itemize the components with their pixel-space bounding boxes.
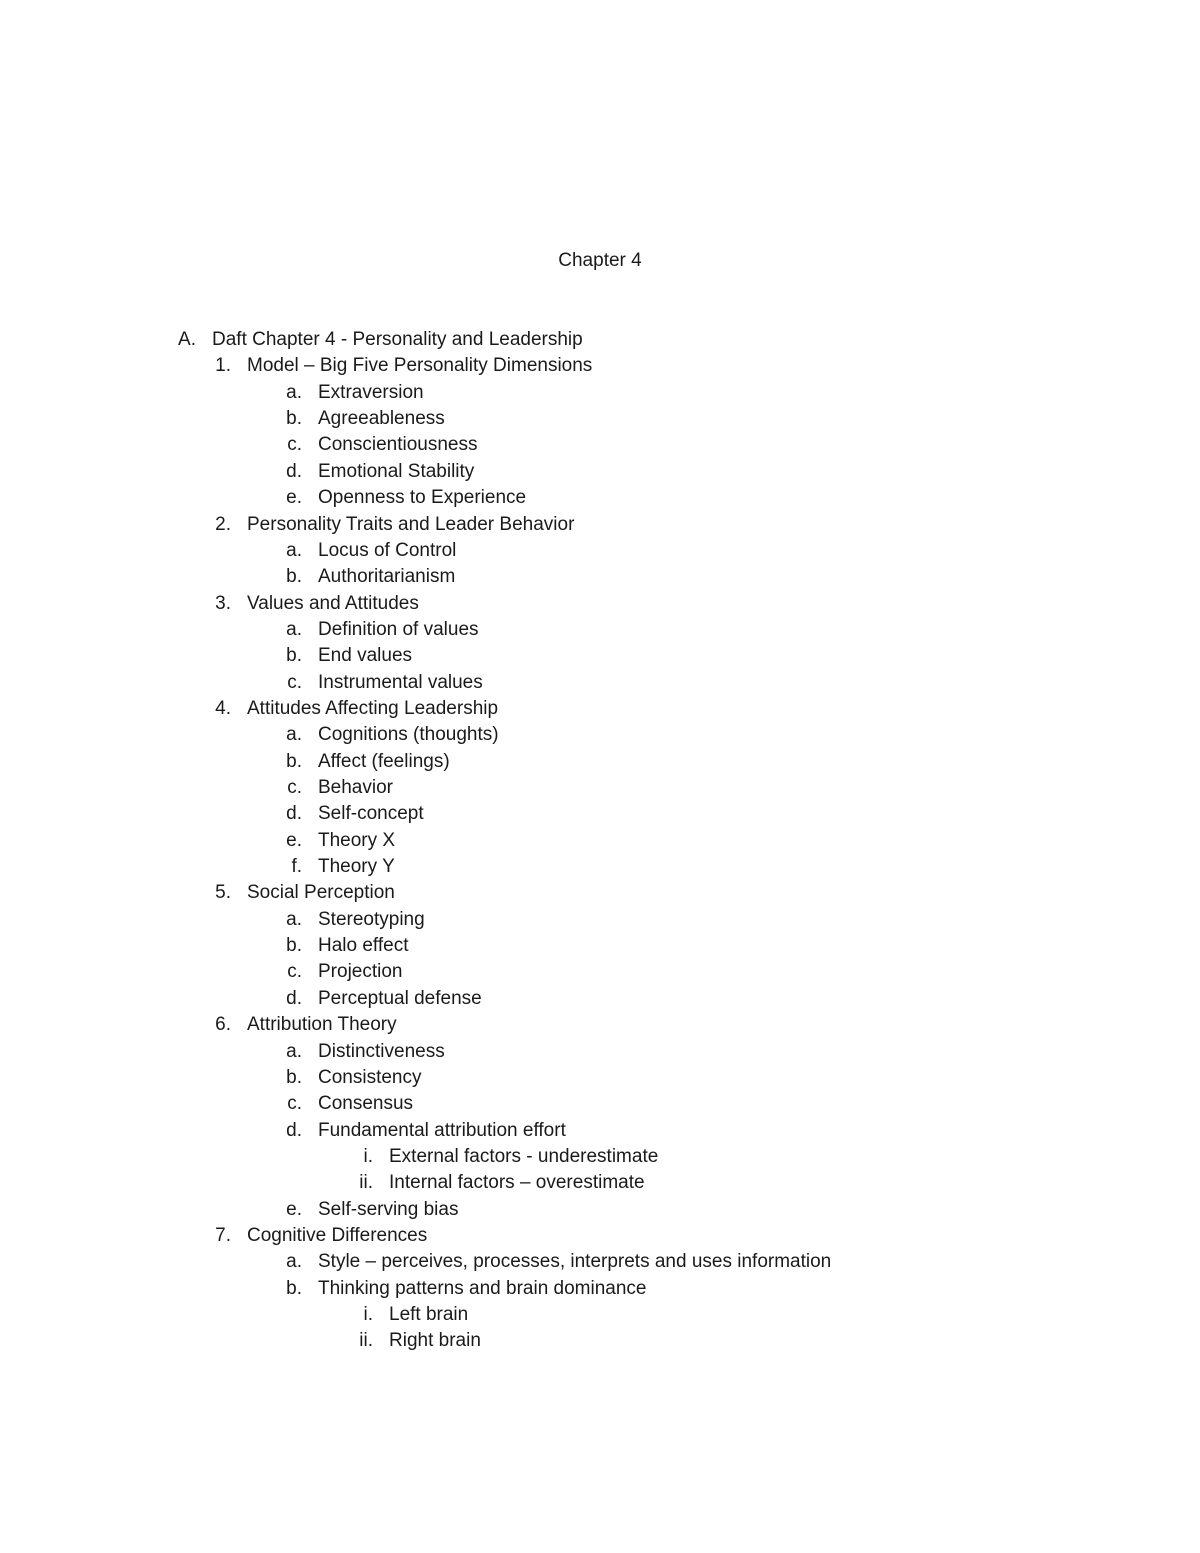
outline-text: Fundamental attribution effort	[318, 1119, 566, 1141]
outline-item	[0, 1328, 1200, 1354]
outline-text: Right brain	[389, 1330, 481, 1352]
outline-text: Projection	[318, 961, 403, 983]
page-title: Chapter 4	[558, 250, 642, 271]
outline-text: Locus of Control	[318, 539, 457, 561]
outline-marker: i.	[363, 1145, 373, 1167]
outline-text: Consistency	[318, 1066, 422, 1088]
outline-marker: 7.	[215, 1224, 231, 1246]
outline-text: Self-serving bias	[318, 1198, 459, 1220]
outline-item	[0, 1302, 1200, 1328]
outline-text: Social Perception	[247, 882, 395, 904]
outline-item	[0, 406, 1200, 432]
outline-marker: b.	[286, 408, 302, 430]
outline-item	[0, 907, 1200, 933]
outline-item	[0, 1065, 1200, 1091]
outline-item	[0, 959, 1200, 985]
outline-text: Internal factors – overestimate	[389, 1172, 645, 1194]
outline-marker: e.	[286, 487, 302, 509]
outline-item	[0, 933, 1200, 959]
outline-marker: e.	[286, 829, 302, 851]
outline-marker: 2.	[215, 513, 231, 535]
outline-marker: d.	[286, 460, 302, 482]
outline-item	[0, 564, 1200, 590]
outline-text: Openness to Experience	[318, 487, 527, 509]
outline-text: Cognitions (thoughts)	[318, 724, 499, 746]
outline-marker: 5.	[215, 882, 231, 904]
outline-text: Behavior	[318, 777, 393, 798]
outline-marker: b.	[286, 1277, 302, 1299]
outline-item	[0, 512, 1200, 538]
outline-marker: 3.	[215, 592, 231, 614]
outline-item	[0, 1170, 1200, 1196]
outline-marker: a.	[286, 1251, 302, 1273]
outline-item	[0, 828, 1200, 854]
outline-marker: A.	[178, 329, 196, 350]
outline-item	[0, 1197, 1200, 1223]
outline-marker: d.	[286, 987, 302, 1009]
outline-item	[0, 353, 1200, 379]
outline-text: Daft Chapter 4 - Personality and Leadership	[212, 329, 583, 350]
outline-marker: 1.	[215, 355, 231, 377]
outline-text: Values and Attitudes	[247, 592, 419, 614]
outline-text: Authoritarianism	[318, 566, 456, 588]
outline-marker: f.	[291, 856, 302, 877]
outline-item	[0, 854, 1200, 880]
outline-text: Thinking patterns and brain dominance	[318, 1277, 647, 1299]
outline-marker: a.	[286, 1040, 302, 1062]
outline-text: Theory X	[318, 829, 396, 851]
outline-text: Cognitive Differences	[247, 1224, 428, 1246]
outline-item	[0, 327, 1200, 353]
outline-item	[0, 459, 1200, 485]
outline-text: Model – Big Five Personality Dimensions	[247, 355, 593, 377]
outline-text: Conscientiousness	[318, 434, 478, 456]
outline-marker: b.	[286, 566, 302, 588]
outline-marker: 6.	[215, 1014, 231, 1036]
outline-text: Attribution Theory	[247, 1014, 397, 1036]
outline-text: Left brain	[389, 1304, 469, 1325]
outline-marker: 4.	[215, 697, 231, 719]
outline-item	[0, 722, 1200, 748]
outline-item	[0, 1144, 1200, 1170]
outline-item	[0, 1039, 1200, 1065]
outline-text: Self-concept	[318, 803, 424, 825]
outline-item	[0, 801, 1200, 827]
outline-text: Distinctiveness	[318, 1040, 445, 1062]
outline-marker: i.	[363, 1304, 373, 1325]
outline-item	[0, 1091, 1200, 1117]
outline-marker: ii.	[359, 1172, 373, 1194]
outline-marker: b.	[286, 1066, 302, 1088]
outline-marker: ii.	[359, 1330, 373, 1352]
outline-text: Agreeableness	[318, 408, 445, 430]
outline-text: Stereotyping	[318, 908, 425, 930]
outline-item	[0, 880, 1200, 906]
outline-marker: d.	[286, 1119, 302, 1141]
outline-item	[0, 749, 1200, 775]
outline-item	[0, 1276, 1200, 1302]
outline-item	[0, 538, 1200, 564]
outline-item	[0, 1223, 1200, 1249]
outline-marker: e.	[286, 1198, 302, 1220]
outline-item	[0, 617, 1200, 643]
outline-marker: b.	[286, 935, 302, 957]
outline-text: Affect (feelings)	[318, 750, 450, 772]
outline-item	[0, 670, 1200, 696]
outline-item	[0, 432, 1200, 458]
outline-marker: c.	[287, 961, 302, 983]
outline-item	[0, 696, 1200, 722]
outline-text: External factors - underestimate	[389, 1145, 659, 1167]
outline-item	[0, 1012, 1200, 1038]
outline-marker: b.	[286, 750, 302, 772]
outline-text: Style – perceives, processes, interprets and uses information	[318, 1251, 832, 1273]
outline-item	[0, 1118, 1200, 1144]
outline-text: Personality Traits and Leader Behavior	[247, 513, 575, 535]
outline-item	[0, 485, 1200, 511]
outline-item	[0, 380, 1200, 406]
outline-text: End values	[318, 645, 413, 667]
outline-item	[0, 643, 1200, 669]
outline-marker: c.	[287, 671, 302, 693]
outline-text: Perceptual defense	[318, 987, 482, 1009]
outline-item	[0, 986, 1200, 1012]
outline-marker: a.	[286, 539, 302, 561]
outline-text: Consensus	[318, 1093, 414, 1115]
outline-marker: a.	[286, 618, 302, 640]
outline-text: Definition of values	[318, 618, 479, 640]
outline-marker: d.	[286, 803, 302, 825]
outline-text: Attitudes Affecting Leadership	[247, 697, 499, 719]
outline-marker: c.	[287, 434, 302, 456]
outline-marker: c.	[287, 777, 302, 798]
outline-text: Extraversion	[318, 381, 424, 403]
outline-item	[0, 1249, 1200, 1275]
outline-text: Halo effect	[318, 935, 409, 957]
outline-text: Instrumental values	[318, 671, 483, 693]
outline-marker: c.	[287, 1093, 302, 1115]
outline-marker: b.	[286, 645, 302, 667]
outline-item	[0, 591, 1200, 617]
outline-marker: a.	[286, 908, 302, 930]
outline-text: Theory Y	[318, 856, 395, 877]
outline-marker: a.	[286, 724, 302, 746]
outline-item	[0, 775, 1200, 801]
outline-text: Emotional Stability	[318, 460, 475, 482]
outline-marker: a.	[286, 381, 302, 403]
